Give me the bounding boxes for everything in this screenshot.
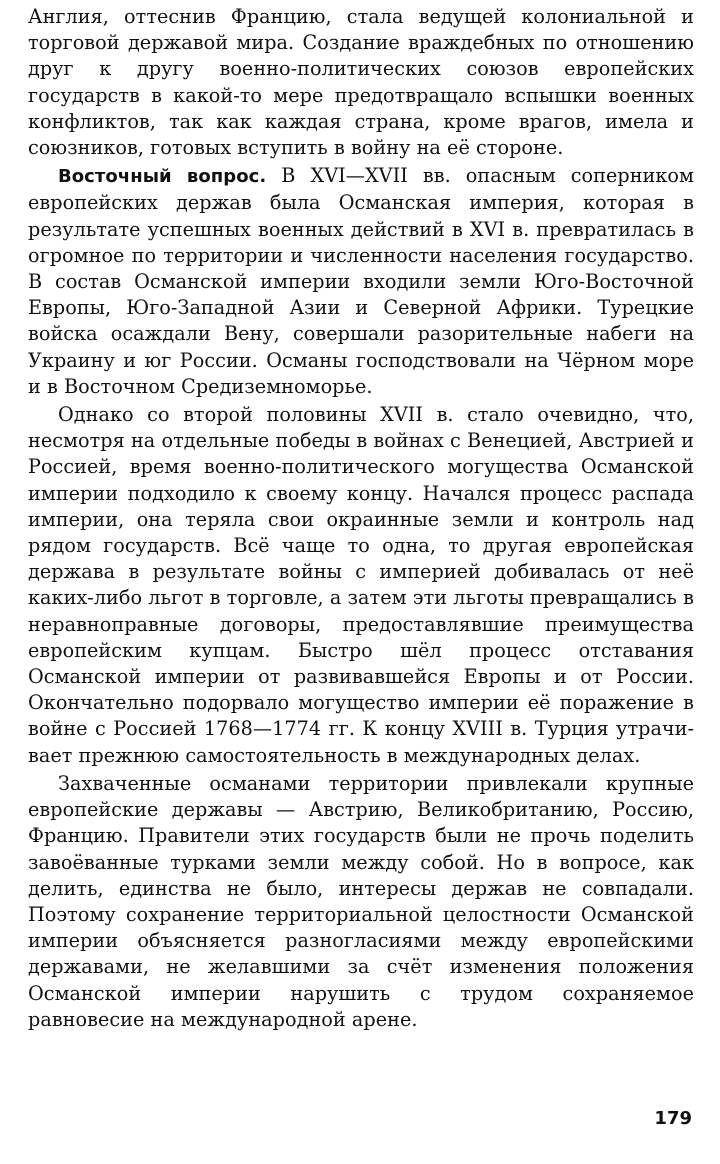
paragraph-3: [28, 402, 694, 769]
page-body: [28, 4, 694, 1035]
paragraph-4: [28, 771, 694, 1033]
paragraph-1-text: Англия, оттеснив Францию, стала ведущей колониальной и торговой державой мира. Создание враждебных по отношению друг к другу военно-политических союзов европейских государств в какой-то мере предотвращало вспышки военных конфликтов, так как каждая страна, кроме врагов, имела и союзников, готовых вступить в войну на её стороне.: [28, 5, 694, 160]
page-number: 179: [654, 1108, 692, 1129]
paragraph-1: [28, 4, 694, 161]
paragraph-2-text: В XVI—XVII вв. опасным соперником европейских держав была Османская империя, которая в результате успешных военных действий в XVI в. превратилась в огромное по территории и численности населения государство. В состав Османской империи входили земли Юго-Восточной Европы, Юго-Западной Азии и Северной Африки. Турецкие войска осаждали Вену, совершали разорительные набеги на Украину и юг России. Османы господствовали на Чёрном море и в Восточном Средиземноморье.: [28, 164, 694, 398]
section-heading-eastern-question: Восточный вопрос.: [58, 166, 267, 188]
paragraph-4-text: Захваченные османами территории привлекали крупные европейские державы — Австрию, Великобританию, Россию, Францию. Правители этих государств были не прочь поделить завоёванные турками земли между собой. Но в вопросе, как делить, единства не было, интересы держав не совпадали. Поэтому сохранение территориальной целостности Османской империи объясняется разногласиями между европейскими державами, не желавшими за счёт изменения положения Османской империи нарушить с трудом сохраняемое равновесие на международной арене.: [28, 771, 694, 1031]
paragraph-2: [28, 163, 694, 400]
paragraph-3-text: Однако со второй половины XVII в. стало очевидно, что, несмотря на отдельные победы в войнах с Венецией, Австрией и Россией, время военно-политического могущества Османской империи подходило к своему концу. Начался процесс распада империи, она теряла свои окраинные земли и контроль над рядом государств. Всё чаще то одна, то другая европейская держава в результате войны с империей добивалась от неё каких-либо льгот в торговле, а затем эти льготы превращались в неравноправные договоры, предоставлявшие преимущества европейским купцам. Быстро шёл процесс отставания Османской империи от развивавшейся Европы и от России. Окончательно подорвало могущество империи её поражение в войне с Россией 1768—1774 гг. К концу XVIII в. Турция утрачивает прежнюю самостоятельность в международных делах.: [28, 403, 694, 767]
